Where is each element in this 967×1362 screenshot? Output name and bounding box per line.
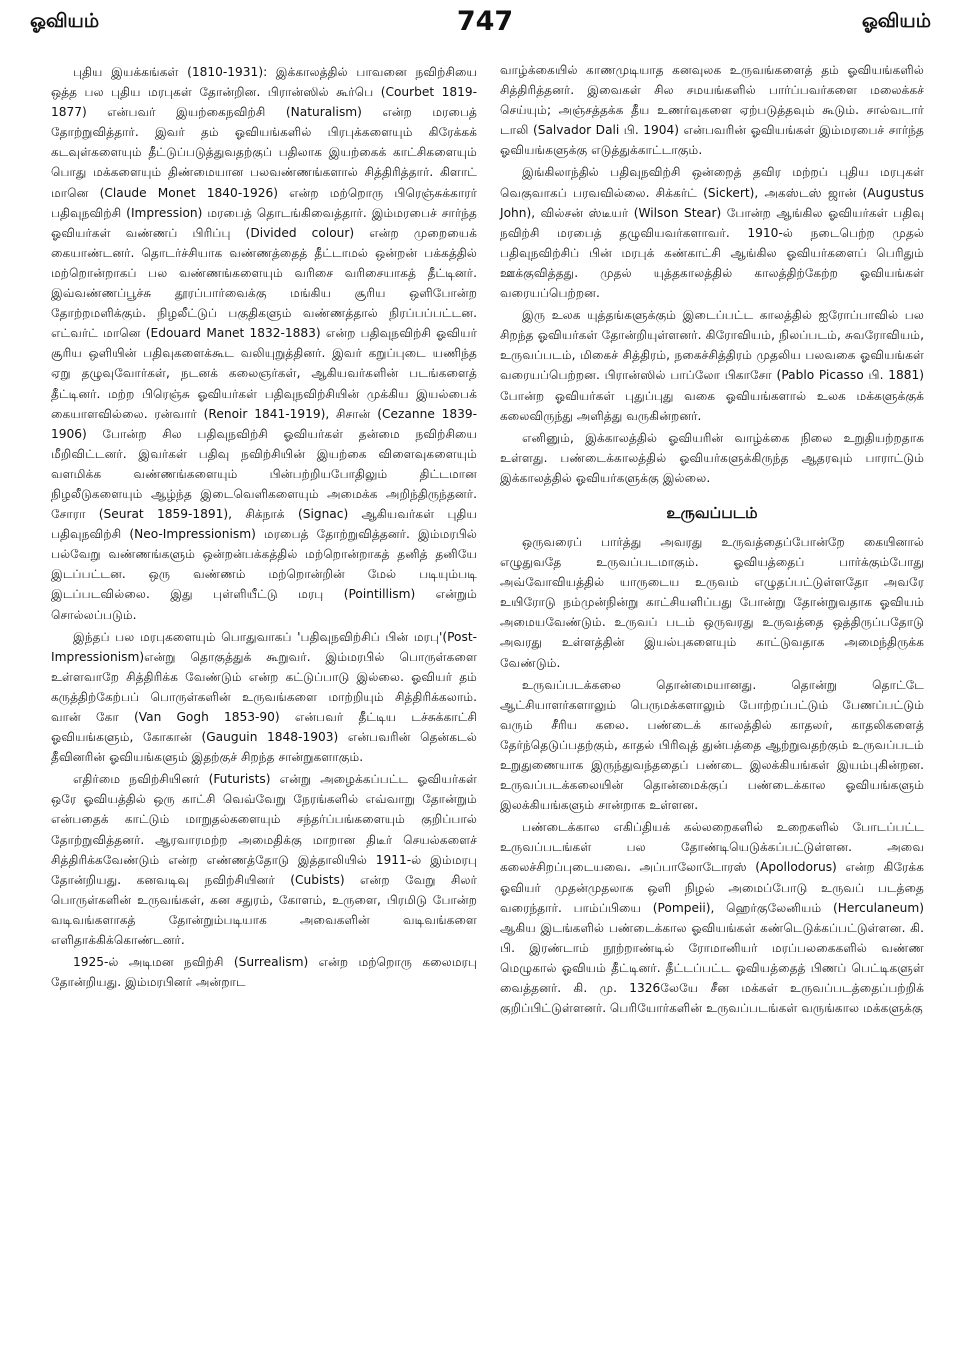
paragraph: இரு உலக யுத்தங்களுக்கும் இடைப்பட்ட காலத்தில் ஐரோப்பாவில் பல சிறந்த ஓவியர்கள் தோன்றியுள்ளனர். கிரோவியம், நிலப்படம், சுவரோவியம், உருவப்படம், மிகைச் சித்திரம், நகைச்சித்திரம் முதலிய பலவகை ஓவியங்கள் வரையப்பெற்றன. பிரான்ஸில் பாப்லோ பிகாசோ (Pablo Picasso பி. 1881) போன்ற ஓவியர்கள் புதுப்புது வகை ஓவியங்களால் உலக மக்களுக்குக் கலைவிருந்து அளித்து வருகின்றனர். (500, 308, 924, 423)
running-head-left: ஓவியம் (30, 10, 100, 32)
right-column (500, 60, 924, 1020)
paragraph: இந்தப் பல மரபுகளையும் பொதுவாகப் 'பதிவுநவிற்சிப் பின் மரபு'(Post-Impressionism)என்று தொகுத்துக் கூறுவர். இம்மரபில் பொருள்களை உள்ளவாறே சித்திரிக்க வேண்டும் என்ற கட்டுப்பாடு இல்லை. ஓவியர் தம் கருத்திற்கேற்பப் பொருள்களின் உருவங்களை மாற்றியும் சித்திரிக்கலாம். வான் கோ (Van Gogh 1853-90) என்பவர் தீட்டிய டச்சுக்காட்சி ஓவியங்களும், கோகான் (Gauguin 1848-1903) என்பவரின் தென்கடல் தீவினரின் ஓவியங்களும் இதற்குச் சிறந்த சான்றுகளாகும். (51, 629, 477, 765)
paragraph: 1925-ல் அடிமன நவிற்சி (Surrealism) என்ற மற்றொரு கலைமரபு தோன்றியது. இம்மரபினர் அன்றாட (51, 955, 477, 990)
paragraph: உருவப்படக்கலை தொன்மையானது. தொன்று தொட்டே ஆட்சியாளர்களாலும் பெருமக்களாலும் போற்றப்பட்டும் பேணப்பட்டும் வரும் சீரிய கலை. பண்டைக் காலத்தில் காதலர், காதலிகளைத் தேர்ந்தெடுப்பதற்கும், காதல் பிரிவுத் துன்பத்தை ஆற்றுவதற்கும் உருவப்படம் உறுதுணையாக இருந்துவந்ததைப் பண்டை இலக்கியங்கள் இயம்புகின்றன. உருவப்படக்கலையின் தொன்மைக்குப் பண்டைக்கால ஓவியங்களும் இலக்கியங்களும் சான்றாக உள்ளன. (500, 677, 924, 813)
paragraph: வாழ்க்கையில் காணமுடியாத கனவுலக உருவங்களைத் தம் ஓவியங்களில் சித்திரித்தனர். இவைகள் சில சமயங்களில் பார்ப்பவர்களை மலைக்கச் செய்யும்; அஞ்சத்தக்க தீய உணர்வுகளை ஏற்படுத்தவும் கூடும். சால்வடார் டாலி (Salvador Dali பி. 1904) என்பவரின் ஓவியங்கள் இம்மரபைச் சார்ந்த ஓவியங்களுக்கு எடுத்துக்காட்டாகும். (500, 63, 924, 158)
paragraph: புதிய இயக்கங்கள் (1810-1931): இக்காலத்தில் பாவனை நவிற்சியை ஒத்த பல புதிய மரபுகள் தோன்றின. பிரான்ஸில் கூர்பெ (Courbet 1819-1877) என்பவர் இயற்கைநவிற்சி (Naturalism) என்ற மரபைத் தோற்றுவித்தார். இவர் தம் ஓவியங்களில் பிரபுக்களையும் கிரேக்கக் கடவுள்களையும் தீட்டுப்படுத்துவதற்குப் பதிலாக இயற்கைக் காட்சிகளையும் பொது மக்களையும் திண்மையான பலவண்ணங்களால் சித்திரித்தார். கிளாட் மானெ (Claude Monet 1840-1926) என்ற மற்றொரு பிரெஞ்சுக்காரர் பதிவுநவிற்சி (Impression) மரபைத் தொடங்கிவைத்தார். இம்மரபைச் சார்ந்த ஓவியர்கள் வண்ணப் பிரிப்பு (Divided colour) என்ற முறையைக் கையாண்டனர். தொடர்ச்சியாக வண்ணத்தைத் தீட்டாமல் ஒன்றன் பக்கத்தில் மற்றொன்றாகப் பல வண்ணங்களையும் வரிசை வரிசையாகத் தீட்டினர். இவ்வண்ணப்பூச்சு தூரப்பார்வைக்கு மங்கிய சூரிய ஒளிபோன்ற தோற்றமளிக்கும். நிழலீட்டுப் பகுதிகளும் வண்ணத்தால் நிரப்பப்பட்டன. எட்வர்ட் மானெ (Edouard Manet 1832-1883) என்ற பதிவுநவிற்சி ஓவியர் சூரிய ஒளியின் பதிவுகளைக்கூட வலியுறுத்தினர். இவர் கறுப்புடை யணிந்த ஏறு தழுவுவோர்கள், நடனக் கலைஞர்கள், ஆகியவர்களின் படங்களைத் தீட்டினர். மற்ற பிரெஞ்சு ஓவியர்கள் பதிவுநவிற்சியின் முக்கிய இயல்பைக் கையாளவில்லை. ரன்வார் (Renoir 1841-1919), சிசான் (Cezanne 1839-1906) போன்ற சில பதிவுநவிற்சி ஓவியர்கள் தன்மை நவிற்சியை மீறிவிட்டனர். இவர்கள் பதிவு நவிற்சியின் இயற்கை விளைவுகளையும் வளமிக்க வண்ணங்களையும் பின்பற்றியபோதிலும் திட்டமான நிழலீடுகளையும் ஆழ்ந்த இடைவெளிகளையும் அமைக்க அறிந்திருந்தனர். சோரா (Seurat 1859-1891), சிக்நாக் (Signac) ஆகியவர்கள் புதிய பதிவுநவிற்சி (Neo-Impressionism) மரபைத் தோற்றுவித்தனர். இம்மரபில் பல்வேறு வண்ணங்களும் ஒன்றன்பக்கத்தில் மற்றொன்றாகத் தனித் தனியே இடப்பட்டன. ஒரு வண்ணம் மற்றொன்றின் மேல் படியும்படி இடப்படவில்லை. இது புள்ளியீட்டு மரபு (Pointillism) என்றும் சொல்லப்படும். (51, 65, 477, 622)
section-heading: உருவப்படம் (666, 503, 758, 522)
paragraph: எதிர்மை நவிற்சியினர் (Futurists) என்று அழைக்கப்பட்ட ஓவியர்கள் ஒரே ஓவியத்தில் ஒரு காட்சி வெவ்வேறு நேரங்களில் எவ்வாறு தோன்றும் என்பதைக் காட்டும் மாறுதல்களையும் சந்தர்ப்பங்களையும் குறிப்பால் தோற்றுவித்தனர். ஆரவாரமற்ற அமைதிக்கு மாறான திடீர் செயல்களைச் சித்திரிக்கவேண்டும் என்ற எண்ணத்தோடு இத்தாலியில் 1911-ல் இம்மரபு தோன்றியது. கனவடிவு நவிற்சியினர் (Cubists) என்ற வேறு சிலர் பொருள்களின் உருவங்கள், கன சதுரம், கோளம், உருளை, பிரமிடு போன்ற வடிவங்களாகத் தோன்றும்படியாக அவைகளின் வடிவங்களை எளிதாக்கிக்கொண்டனர். (51, 772, 477, 948)
page-header (0, 0, 967, 48)
paragraph: பண்டைக்கால எகிப்தியக் கல்லறைகளில் உறைகளில் போடப்பட்ட உருவப்படங்கள் பல தோண்டியெடுக்கப்பட்டுள்ளன. அவை கலைச்சிறப்புடையவை. அப்பாலோடோரஸ் (Apollodorus) என்ற கிரேக்க ஓவியர் முதன்முதலாக ஒளி நிழல் அமைப்போடு உருவப் படத்தை வரைந்தார். பாம்ப்பியை (Pompeii), ஹெர்குலேனியம் (Herculaneum) ஆகிய இடங்களில் பண்டைக்கால ஓவியங்கள் கண்டெடுக்கப்பட்டுள்ளன. கி. பி. இரண்டாம் நூற்றாண்டில் ரோமானியர் மரப்பலகைகளில் வண்ண மெழுகால் ஓவியம் தீட்டினர். தீட்டப்பட்ட ஓவியத்தைத் பிணப் பெட்டிகளுள் வைத்தனர். கி. மு. 1326லேயே சீன மக்கள் உருவப்படத்தைப்பற்றிக் குறிப்பிட்டுள்ளனர். பெரியோர்களின் உருவப்படங்கள் வருங்கால மக்களுக்கு (500, 820, 924, 1016)
paragraph: இங்கிலாந்தில் பதிவுநவிற்சி ஒன்றைத் தவிர மற்றப் புதிய மரபுகள் வெகுவாகப் பரவவில்லை. சிக்கர்ட் (Sickert), அகஸ்டஸ் ஜான் (Augustus John), வில்சன் ஸ்டீயர் (Wilson Stear) போன்ற ஆங்கில ஓவியர்கள் பதிவு நவிற்சி மரபைத் தழுவியவர்களாவர். 1910-ல் நடைபெற்ற முதல் பதிவுநவிற்சிப் பின் மரபுக் கண்காட்சி ஆங்கில ஓவியர்களைப் பெரிதும் ஊக்குவித்தது. முதல் யுத்தகாலத்தில் காலத்திற்கேற்ற ஓவியங்கள் வரையப்பெற்றன. (500, 165, 924, 301)
left-column (51, 62, 477, 994)
running-head-right: ஓவியம் (861, 10, 931, 32)
paragraph: ஒருவரைப் பார்த்து அவரது உருவத்தைப்போன்றே கையினால் எழுதுவதே உருவப்படமாகும். ஓவியத்தைப் பார்க்கும்போது அவ்வோவியத்தில் யாருடைய உருவம் எழுதப்பட்டுள்ளதோ அவரே உயிரோடு நம்முன்நின்று காட்சியளிப்பது போன்று தோன்றுவதாக ஓவியம் அமையவேண்டும். உருவப் படம் ஒருவரது உருவத்தை ஒத்திருப்பதோடு அவரது உள்ளத்தின் இயல்புகளையும் காட்டுவதாக அமைந்திருக்க வேண்டும். (500, 534, 924, 670)
paragraph: எனினும், இக்காலத்தில் ஓவியரின் வாழ்க்கை நிலை உறுதியற்றதாக உள்ளது. பண்டைக்காலத்தில் ஓவியர்களுக்கிருந்த ஆதரவும் பாராட்டும் இக்காலத்தில் ஓவியர்களுக்கு இல்லை. (500, 430, 924, 485)
page-number: 747 (456, 6, 514, 37)
